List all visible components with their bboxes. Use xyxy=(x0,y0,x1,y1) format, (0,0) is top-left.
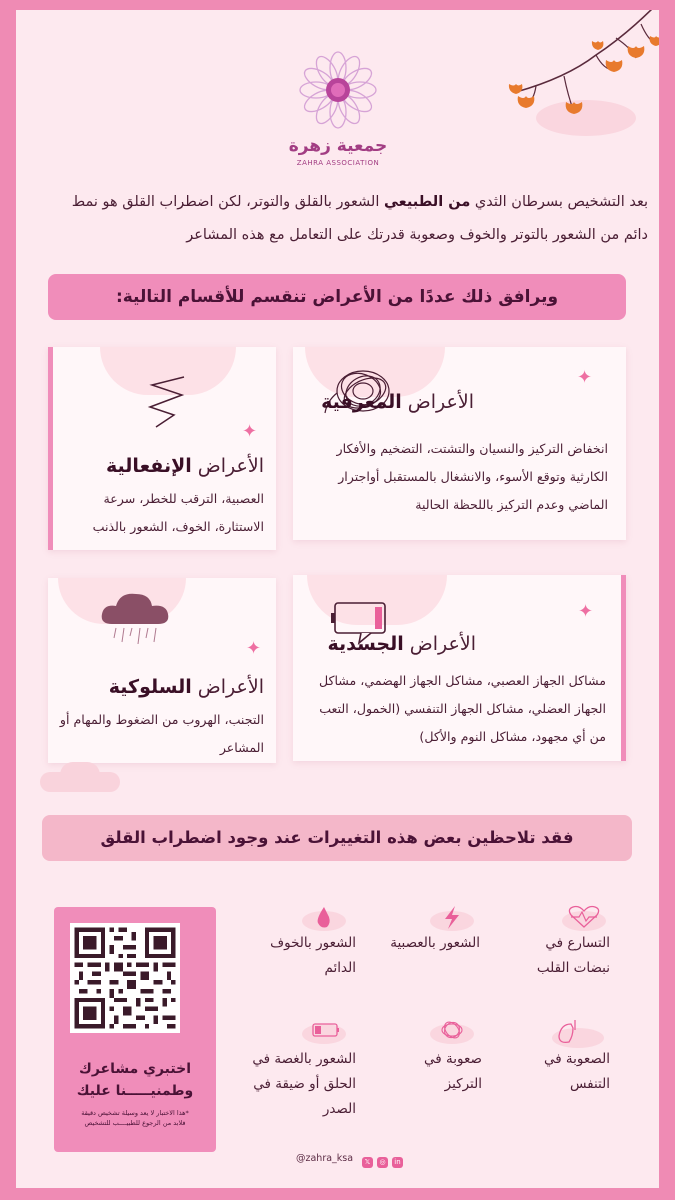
change-item: الشعور بالعصبية xyxy=(390,935,480,951)
change-item: الشعور بالغصة في الحلق أو ضيقة في الصدر xyxy=(252,1051,356,1117)
sparkle-icon: ✦ xyxy=(242,421,258,442)
heart-pulse-icon xyxy=(561,903,607,931)
cognitive-body: انخفاض التركيز والنسيان والتشتت، التضخيم والأفكار الكارثية وتوقع الأسوء، والانشغال بالمستقبل أواجترار الماضي وعدم التركيز باللحظة الحالية xyxy=(336,441,608,512)
linkedin-icon[interactable]: in xyxy=(392,1157,403,1168)
flower-branch-illustration xyxy=(486,10,659,140)
lungs-icon xyxy=(551,1016,605,1048)
title-bold: الجسدية xyxy=(327,633,404,655)
physical-body: مشاكل الجهاز العصبي، مشاكل الجهاز الهضمي، مشاكل الجهاز العضلي، مشاكل الجهاز التنفسي (الخمول، التعب من أي مجهود، مشاكل النوم والأكل) xyxy=(318,673,606,744)
title-bold: السلوكية xyxy=(108,676,192,698)
behavioral-title xyxy=(109,676,264,698)
intro-text-start: بعد التشخيص بسرطان الثدي xyxy=(470,194,648,210)
change-item: الشعور بالخوف الدائم xyxy=(270,935,356,976)
card-accent-bar xyxy=(621,575,626,761)
qr-disclaimer xyxy=(54,1108,216,1128)
title-prefix: الأعراض xyxy=(191,455,264,477)
intro-text-end: الشعور بالقلق والتوتر، لكن اضطراب القلق هو نمط دائم من الشعور بالتوتر والخوف وصعوبة قدرتك على التعامل مع هذه المشاعر xyxy=(71,194,648,243)
cloud-decoration xyxy=(60,762,100,788)
physical-title xyxy=(327,633,476,655)
qr-disclaimer-line2: فلابد من الرجوع للطبيــــب للتشخيص xyxy=(84,1119,186,1127)
battery-icon xyxy=(301,1016,347,1044)
symptoms-banner: ويرافق ذلك عددًا من الأعراض تنقسم للأقسام التالية: xyxy=(48,274,626,320)
drop-icon xyxy=(301,903,347,931)
qr-cta-line1: اختبري مشاعرك xyxy=(78,1061,191,1077)
change-item: صعوبة في التركيز xyxy=(424,1051,482,1092)
qr-cta xyxy=(54,1058,216,1102)
zahra-logo-icon xyxy=(298,50,378,130)
behavioral-symptoms-card xyxy=(48,578,276,763)
logo-name-english: ZAHRA ASSOCIATION xyxy=(296,159,380,167)
emotional-body: العصبية، الترقب للخطر، سرعة الاستثارة، الخوف، الشعور بالذنب xyxy=(92,491,264,534)
logo-name-arabic: جمعية زهرة xyxy=(288,136,388,156)
intro-paragraph xyxy=(56,186,648,252)
physical-symptoms-card xyxy=(293,575,626,761)
qr-code[interactable] xyxy=(70,923,180,1033)
change-item: التسارع في نبضات القلب xyxy=(536,935,610,976)
emotional-title xyxy=(106,455,264,477)
qr-cta-line2: وطمنيـــــنا عليك xyxy=(76,1083,194,1099)
scribble-icon xyxy=(429,1016,475,1044)
title-bold: المعرفية xyxy=(321,391,402,413)
sparkle-icon: ✦ xyxy=(577,367,593,388)
sparkle-icon: ✦ xyxy=(246,638,262,659)
intro-text-bold: من الطبيعي xyxy=(383,194,471,210)
behavioral-body: التجنب، الهروب من الضغوط والمهام أو المشاعر xyxy=(59,712,264,755)
x-icon[interactable]: 𝕏 xyxy=(362,1157,373,1168)
zigzag-tension-icon xyxy=(144,373,194,429)
instagram-icon[interactable]: ◎ xyxy=(377,1157,388,1168)
rain-cloud-icon xyxy=(98,586,178,650)
sparkle-icon: ✦ xyxy=(578,601,594,622)
social-handle[interactable]: @zahra_ksa xyxy=(296,1153,354,1164)
cognitive-symptoms-card xyxy=(293,347,626,540)
emotional-symptoms-card xyxy=(48,347,276,550)
qr-disclaimer-line1: *هذا الاختبار لا يعد وسيلة تشخيص دقيقة xyxy=(81,1109,189,1117)
cognitive-title xyxy=(321,391,474,413)
changes-banner: فقد تلاحظين بعض هذه التغييرات عند وجود اضطراب القلق xyxy=(42,815,632,861)
title-prefix: الأعراض xyxy=(401,391,474,413)
title-prefix: الأعراض xyxy=(403,633,476,655)
card-accent-bar xyxy=(48,347,53,550)
lightning-icon xyxy=(429,903,475,931)
infographic xyxy=(16,10,659,1188)
title-prefix: الأعراض xyxy=(191,676,264,698)
change-item: الصعوبة في التنفس xyxy=(543,1051,610,1092)
title-bold: الإنفعالية xyxy=(106,455,192,477)
